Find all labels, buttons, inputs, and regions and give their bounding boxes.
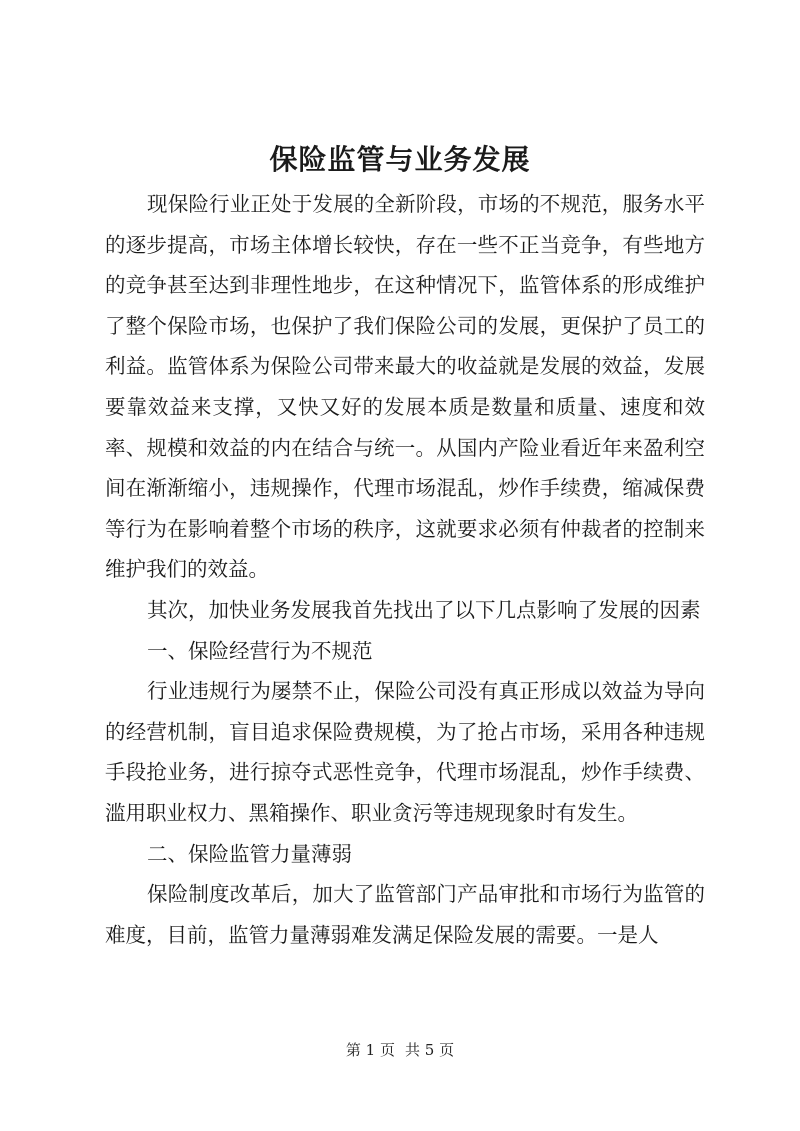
paragraph-intro: 现保险行业正处于发展的全新阶段，市场的不规范，服务水平的逐步提高，市场主体增长较快，存在一些不正当竞争，有些地方的竞争甚至达到非理性地步，在这种情况下，监管体系的形成维护了整个保险市场，也保护了我们保险公司的发展，更保护了员工的利益。监管体系为保险公司带来最大的收益就是发展的效益，发展要靠效益来支撑，又快又好的发展本质是数量和质量、速度和效率、规模和效益的内在结合与统一。从国内产险业看近年来盈利空间在渐渐缩小，违规操作，代理市场混乱，炒作手续费，缩减保费等行为在影响着整个市场的秩序，这就要求必须有仲裁者的控制来维护我们的效益。 [105, 192, 705, 582]
section-heading-1: 一、保险经营行为不规范 [147, 638, 373, 663]
page-footer [0, 1040, 800, 1060]
page-number: 第 1 页 [345, 1041, 395, 1059]
document-title: 保险监管与业务发展 [269, 143, 531, 176]
paragraph-section-2: 保险制度改革后，加大了监管部门产品审批和市场行为监管的难度，目前，监管力量薄弱难发满足保险发展的需要。一是人 [105, 882, 705, 947]
document-body [105, 184, 705, 955]
paragraph-factors-lead: 其次，加快业务发展我首先找出了以下几点影响了发展的因素 [147, 597, 701, 622]
section-heading-2: 二、保险监管力量薄弱 [147, 841, 353, 866]
page-total: 共 5 页 [405, 1041, 455, 1059]
paragraph-section-1: 行业违规行为屡禁不止，保险公司没有真正形成以效益为导向的经营机制，盲目追求保险费规模，为了抢占市场，采用各种违规手段抢业务，进行掠夺式恶性竞争，代理市场混乱，炒作手续费、滥用职业权力、黑箱操作、职业贪污等违规现象时有发生。 [105, 679, 705, 825]
